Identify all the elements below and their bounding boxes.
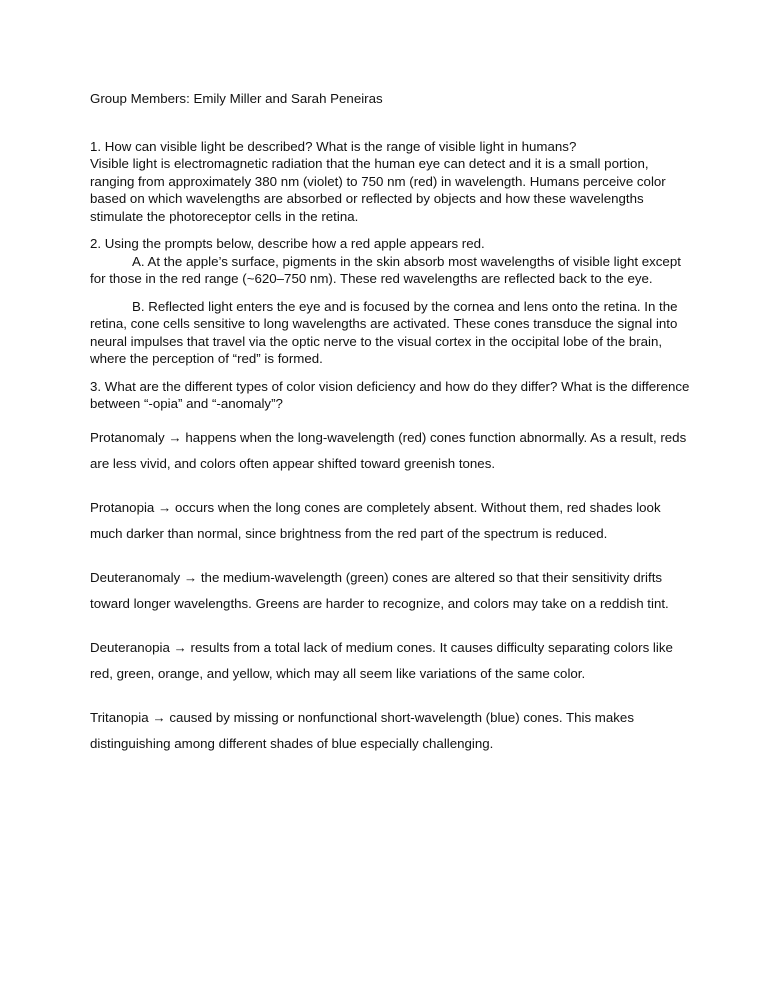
definition-tritanopia [90, 705, 690, 757]
definition-deuteranomaly [90, 565, 690, 617]
question-1-block [90, 138, 690, 226]
definition-text: Tritanopia → caused by missing or nonfunctional short-wavelength (blue) cones. This makes distinguishing among different shades of blue especially challenging. [90, 709, 634, 751]
question-2-block [90, 235, 690, 368]
definition-text: Protanomaly → happens when the long-wavelength (red) cones function abnormally. As a result, reds are less vivid, and colors often appear shifted toward greenish tones. [90, 429, 687, 471]
definition-protanopia [90, 495, 690, 547]
question-1-answer: Visible light is electromagnetic radiation that the human eye can detect and it is a small portion, ranging from approximately 380 nm (violet) to 750 nm (red) in wavelength. Humans perceive color based on which wavelengths are absorbed or reflected by objects and how these wavelengths stimulate the photoreceptor cells in the retina. [90, 156, 666, 224]
definition-deuteranopia [90, 635, 690, 687]
definition-text: Deuteranopia → results from a total lack of medium cones. It causes difficulty separating colors like red, green, orange, and yellow, which may all seem like variations of the same color. [90, 639, 673, 681]
question-3-block [90, 378, 690, 413]
definition-text: Deuteranomaly → the medium-wavelength (green) cones are altered so that their sensitivity drifts toward longer wavelengths. Greens are harder to recognize, and colors may take on a reddish tint. [90, 569, 669, 611]
question-3-text: 3. What are the different types of color vision deficiency and how do they differ? What is the difference between “-opia” and “-anomaly”? [90, 378, 690, 411]
group-members-line: Group Members: Emily Miller and Sarah Peneiras [90, 91, 383, 106]
question-1-text: 1. How can visible light be described? What is the range of visible light in humans? [90, 138, 577, 154]
definition-protanomaly [90, 425, 690, 477]
definition-text: Protanopia → occurs when the long cones are completely absent. Without them, red shades look much darker than normal, since brightness from the red part of the spectrum is reduced. [90, 499, 661, 541]
document-page [90, 90, 690, 775]
question-2-text: 2. Using the prompts below, describe how a red apple appears red. [90, 236, 485, 251]
question-2-part-a: A. At the apple’s surface, pigments in the skin absorb most wavelengths of visible light except for those in the red range (~620–750 nm). These red wavelengths are reflected back to the eye. [90, 253, 681, 286]
question-2-part-b: B. Reflected light enters the eye and is focused by the cornea and lens onto the retina. In the retina, cone cells sensitive to long wavelengths are activated. These cones transduce the signal into neural impulses that travel via the optic nerve to the visual cortex in the occipital lobe of the brain, where the perception of “red” is formed. [90, 298, 678, 366]
